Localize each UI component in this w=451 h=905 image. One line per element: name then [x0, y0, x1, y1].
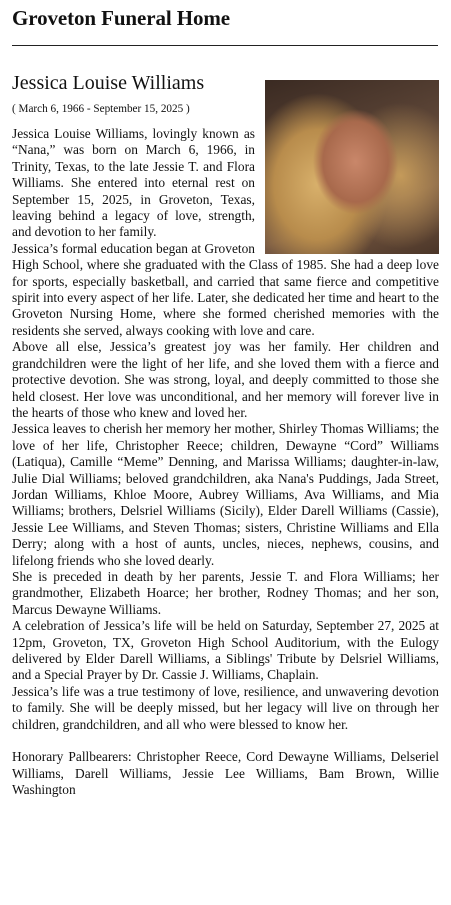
obituary-paragraph: Jessica’s formal education began at Groveton High School, where she graduated with the Class of 1985. She had a deep love for sports, especially basketball, and carried that same fierce and competitive spirit into every aspect of her life. Later, she dedicated her time and heart to the Groveton Nursing Home, where she formed cherished memories with the residents she served, always cooking with love and care. — [12, 240, 439, 338]
obituary-paragraph: Jessica leaves to cherish her memory her mother, Shirley Thomas Williams; the love of her life, Christopher Reece; children, Dewayne “Cord” Williams (Latiqua), Camille “Meme” Denning, and Marissa Williams; daughter-in-law, Julie Dial Williams; beloved grandchildren, aka Nana's Puddings, Jada Street, Jordan Williams, Khloe Moore, Aubrey Williams, Ava Williams, and Mia Williams; brothers, Delsriel Williams (Sicily), Elder Darell Williams (Cassie), Jessie Lee Williams, and Steven Thomas; sisters, Christine Williams and Ella Derry; along with a host of aunts, uncles, nieces, nephews, cousins, and lifelong friends who she loved dearly. — [12, 421, 439, 568]
portrait-photo — [265, 80, 439, 254]
obituary-paragraph: Jessica’s life was a true testimony of love, resilience, and unwavering devotion to family. She will be deeply missed, but her legacy will live on through her children, grandchildren, and all who were blessed to know her. — [12, 683, 439, 732]
obituary-article — [12, 71, 439, 799]
lifespan-dates: ( March 6, 1966 - September 15, 2025 ) — [12, 103, 190, 115]
site-title[interactable]: Groveton Funeral Home — [12, 6, 230, 30]
deceased-name: Jessica Louise Williams — [12, 72, 205, 94]
header-divider — [12, 45, 438, 46]
pallbearers-list: Honorary Pallbearers: Christopher Reece, Cord Dewayne Williams, Delseriel Williams, Darell Williams, Jessie Lee Williams, Bam Brown, Willie Washington — [12, 749, 439, 798]
obituary-paragraph: A celebration of Jessica’s life will be held on Saturday, September 27, 2025 at 12pm, Groveton, TX, Groveton High School Auditorium, with the Eulogy delivered by Elder Darell Williams, a Siblings' Tribute by Delsriel Williams, and a Special Prayer by Dr. Cassie J. Williams, Chaplain. — [12, 618, 439, 683]
obituary-paragraph: Jessica Louise Williams, lovingly known as “Nana,” was born on March 6, 1966, in Trinity, Texas, to the late Jessie T. and Flora Williams. She entered into eternal rest on September 15, 2025, in Groveton, Texas, leaving behind a legacy of love, strength, and devotion to her family. — [12, 126, 255, 240]
paragraph-spacer — [12, 733, 439, 749]
obituary-paragraph: Above all else, Jessica’s greatest joy was her family. Her children and grandchildren were the light of her life, and she loved them with a fierce and protective devotion. She was strong, loyal, and deeply committed to those she held closest. Her love was unconditional, and her memory will forever live in the hearts of those who knew and loved her. — [12, 339, 439, 420]
obituary-paragraph: She is preceded in death by her parents, Jessie T. and Flora Williams; her grandmother, Elizabeth Hoarce; her brother, Rodney Thomas; and her son, Marcus Dewayne Williams. — [12, 568, 439, 617]
